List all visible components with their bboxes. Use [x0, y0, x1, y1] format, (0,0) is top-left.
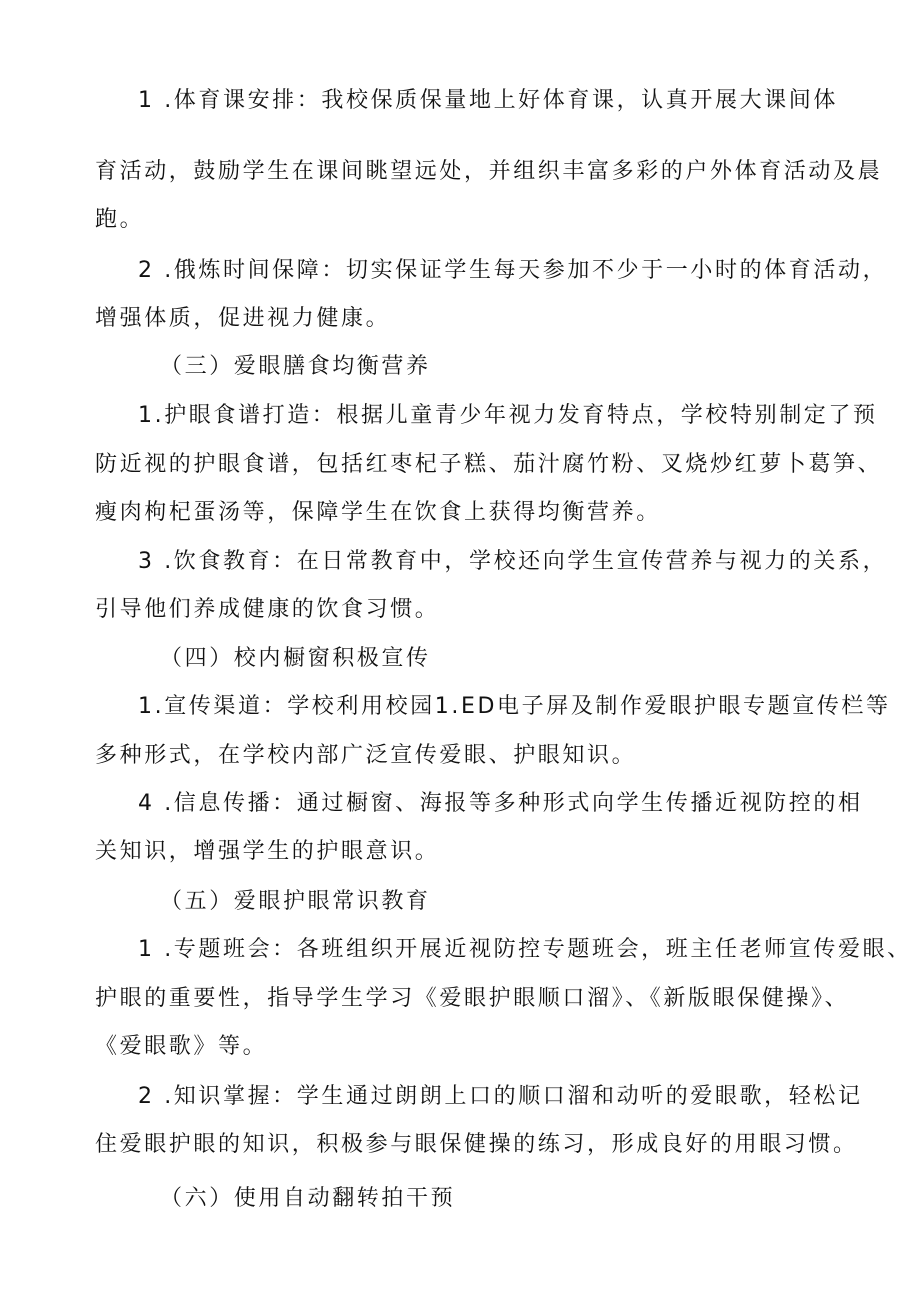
paragraph-diet-education-line-1: 3 .饮食教育：在日常教育中，学校还向学生宣传营养与视力的关系，: [138, 549, 888, 574]
section-heading-3: （三）爱眼膳食均衡营养: [160, 354, 431, 379]
paragraph-class-meeting-line-3: 《爱眼歌》等。: [95, 1034, 268, 1059]
section-heading-5: （五）爱眼护眼常识教育: [160, 889, 431, 914]
paragraph-info-line-2: 关知识，增强学生的护眼意识。: [95, 839, 440, 864]
paragraph-recipe-line-3: 瘦肉枸杞蛋汤等，保障学生在饮食上获得均衡营养。: [95, 500, 661, 525]
paragraph-pe-class-line-1: 1 .体育课安排：我校保质保量地上好体育课，认真开展大课间体: [138, 88, 838, 113]
paragraph-channel-line-1: 1.宣传渠道：学校利用校园1.ED电子屏及制作爱眼护眼专题宣传栏等: [138, 694, 891, 719]
paragraph-knowledge-line-2: 住爱眼护眼的知识，积极参与眼保健操的练习，形成良好的用眼习惯。: [95, 1132, 858, 1157]
paragraph-pe-class-line-2: 育活动，鼓励学生在课间眺望远处，并组织丰富多彩的户外体育活动及晨: [95, 159, 883, 184]
section-heading-6: （六）使用自动翻转拍干预: [160, 1186, 456, 1211]
paragraph-class-meeting-line-2: 护眼的重要性，指导学生学习《爱眼护眼顺口溜》、《新版眼保健操》、: [95, 986, 850, 1011]
paragraph-exercise-time-line-1: 2 .俄炼时间保障：切实保证学生每天参加不少于一小时的体育活动，: [138, 258, 888, 283]
paragraph-diet-education-line-2: 引导他们养成健康的饮食习惯。: [95, 597, 440, 622]
paragraph-class-meeting-line-1: 1 .专题班会：各班组织开展近视防控专题班会，班主任老师宣传爱眼、: [138, 937, 912, 962]
section-heading-4: （四）校内橱窗积极宣传: [160, 646, 431, 671]
paragraph-knowledge-line-1: 2 .知识掌握：学生通过朗朗上口的顺口溜和动听的爱眼歌，轻松记: [138, 1084, 863, 1109]
paragraph-pe-class-line-3: 跑。: [95, 207, 145, 232]
paragraph-channel-line-2: 多种形式，在学校内部广泛宣传爱眼、护眼知识。: [95, 743, 637, 768]
paragraph-recipe-line-2: 防近视的护眼食谱，包括红枣杞子糕、茄汁腐竹粉、叉烧炒红萝卜葛笋、: [95, 452, 883, 477]
paragraph-exercise-time-line-2: 增强体质，促进视力健康。: [95, 306, 391, 331]
paragraph-recipe-line-1: 1.护眼食谱打造：根据儿童青少年视力发育特点，学校特别制定了预: [138, 403, 878, 428]
paragraph-info-line-1: 4 .信息传播：通过橱窗、海报等多种形式向学生传播近视防控的相: [138, 791, 863, 816]
